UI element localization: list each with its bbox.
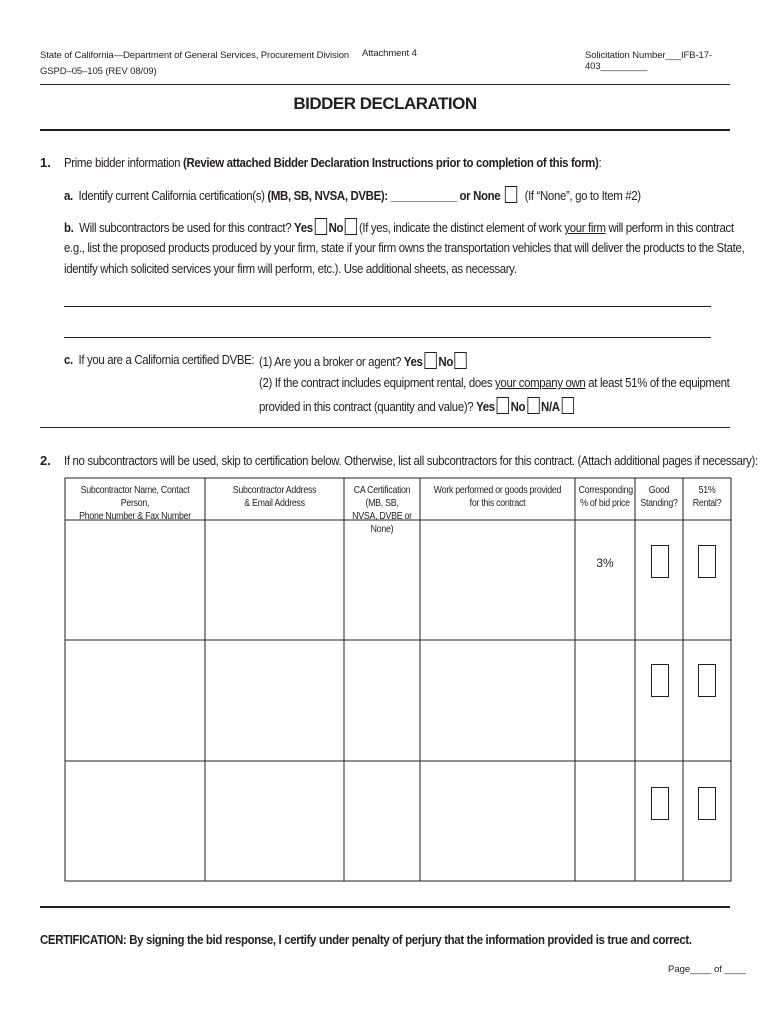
col-header-rental: 51% Rental?: [692, 485, 722, 509]
certification-rule: [40, 906, 730, 908]
item-2-number: 2.: [40, 453, 51, 468]
row-2-rental-checkbox[interactable]: [698, 664, 716, 697]
col-header-certification: CA Certification (MB, SB, NVSA, DVBE or None): [352, 485, 412, 535]
item-1b: b. Will subcontractors be used for this contract? Yes No (If yes, indicate the distinct element of work your firm will perform in this contract: [64, 220, 734, 235]
row-3-rental-checkbox[interactable]: [698, 787, 716, 820]
page-counter: Page____ of ____: [668, 964, 746, 975]
col-header-address: Subcontractor Address & Email Address: [232, 485, 317, 509]
item-1b-line3: identify which solicited services your firm will perform, etc.). Use additional sheets, as necessary.: [64, 261, 517, 276]
certification-statement: CERTIFICATION: By signing the bid response, I certify under penalty of perjury that the information provided is true and correct.: [40, 932, 692, 947]
solicitation-number: Solicitation Number___IFB-17-403_________: [585, 50, 712, 72]
col-header-work: Work performed or goods provided for this contract: [433, 485, 562, 509]
form-id: GSPD–05–105 (REV 08/09): [40, 66, 157, 77]
item-1b-line2: e.g., list the proposed products produced by your firm, state if your firm owns the transportation vehicles that will deliver the products to the State,: [64, 240, 745, 255]
row-1-percent[interactable]: 3%: [596, 556, 614, 570]
item-1c: c. If you are a California certified DVBE:: [64, 352, 255, 367]
col-header-percent: Corresponding % of bid price: [578, 485, 633, 509]
item-2-text: If no subcontractors will be used, skip to certification below. Otherwise, list all subcontractors for this contract. (Attach additional pages if necessary):: [64, 453, 758, 468]
item-1-intro: Prime bidder information (Review attached Bidder Declaration Instructions prior to completion of this form):: [64, 155, 602, 170]
col-header-name: Subcontractor Name, Contact Person, Phone Number & Fax Number: [79, 485, 191, 522]
row-1-good-standing-checkbox[interactable]: [651, 545, 669, 578]
agency-name: State of California—Department of General Services, Procurement Division: [40, 50, 350, 61]
item-1c-q2-line2: provided in this contract (quantity and value)? Yes No N/A: [259, 397, 576, 414]
attachment-label: Attachment 4: [362, 48, 417, 59]
row-2-good-standing-checkbox[interactable]: [651, 664, 669, 697]
page-title: BIDDER DECLARATION: [293, 94, 477, 113]
item-1c-q2: (2) If the contract includes equipment rental, does your company own at least 51% of the equipment: [259, 375, 730, 390]
item-1a: a. Identify current California certification(s) (MB, SB, NVSA, DVBE): ___________ or None (If “None”, go to Item #2): [64, 188, 641, 203]
row-3-good-standing-checkbox[interactable]: [651, 787, 669, 820]
row-1-rental-checkbox[interactable]: [698, 545, 716, 578]
col-header-good-standing: Good Standing?: [640, 485, 678, 509]
item-1c-q1: (1) Are you a broker or agent? Yes No: [259, 352, 469, 369]
item-1-number: 1.: [40, 155, 51, 170]
